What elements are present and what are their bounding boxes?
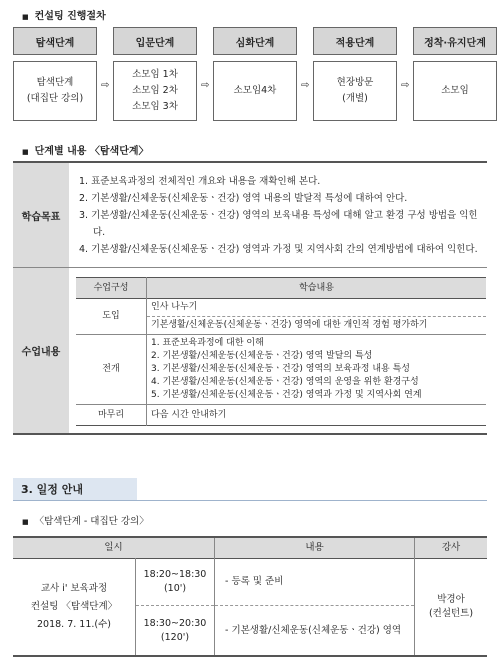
process-step-head: 심화단계 [213, 27, 297, 55]
date-line: 컨설팅 〈탐색단계〉 [30, 601, 118, 612]
intro-item: 기본생활/신체운동(신체운동ㆍ건강) 영역에 대한 개인적 경험 평가하기 [147, 317, 487, 335]
goal-label: 학습목표 [13, 162, 69, 268]
content-cell: - 등록 및 준비 [215, 559, 415, 606]
stage-table [13, 161, 487, 435]
schedule-date-cell [13, 559, 136, 657]
process-step-line: 소모임 3차 [132, 101, 178, 112]
process-step-body [413, 61, 497, 121]
process-step [213, 27, 297, 121]
dev-item: 3. 기본생활/신체운동(신체운동ㆍ건강) 영역의 보육과정 내용 특성 [151, 364, 410, 374]
process-step-body [113, 61, 197, 121]
process-step [13, 27, 97, 121]
right-arrow-icon: ⇨ [101, 80, 110, 91]
instructor-name: 박경아 [437, 594, 465, 605]
time-cell [136, 606, 215, 656]
close-item: 다음 시간 안내하기 [147, 405, 487, 426]
date-line: 교사 i' 보육과정 [40, 583, 108, 594]
dev-item: 2. 기본생활/신체운동(신체운동ㆍ건강) 영역 발달의 특성 [151, 351, 373, 361]
inner-head-content: 학습내용 [147, 278, 487, 299]
class-cell [69, 268, 487, 435]
time-range: 18:30~20:30 [143, 617, 207, 629]
square-bullet-icon: ■ [22, 13, 29, 21]
process-step [413, 27, 497, 121]
schedule-heading: 3. 일정 안내 [13, 478, 137, 500]
process-step-line: 소모임 2차 [132, 85, 178, 96]
time-range: 18:20~18:30 [143, 569, 207, 581]
process-step-head: 정착·유지단계 [413, 27, 497, 55]
process-step-line: 현장방문 [336, 77, 374, 88]
dev-item: 5. 기본생활/신체운동(신체운동ㆍ건강) 영역과 가정 및 지역사회 연계 [151, 390, 422, 400]
goal-item: 3. 기본생활/신체운동(신체운동ㆍ건강) 영역의 보육내용 특성에 대해 알고 환경 구성 방법을 익힌다. [79, 209, 478, 238]
class-label: 수업내용 [13, 268, 69, 435]
square-bullet-icon: ■ [22, 148, 29, 156]
process-step-line: 소모임 [441, 85, 469, 96]
process-step-head: 적용단계 [313, 27, 397, 55]
dev-item: 1. 표준보육과정에 대한 이해 [151, 338, 264, 348]
goal-item: 2. 기본생활/신체운동(신체운동ㆍ건강) 영역 내용의 발달적 특성에 대하여 안다. [79, 192, 408, 204]
right-arrow-icon: ⇨ [401, 80, 410, 91]
process-step-line: 소모임4차 [233, 85, 277, 96]
intro-item: 인사 나누기 [147, 299, 487, 317]
schedule-subtitle: ■ 〈탐색단계 - 대집단 강의〉 [22, 516, 149, 527]
right-arrow-icon: ⇨ [201, 80, 210, 91]
schedule-head-instructor: 강사 [415, 537, 488, 559]
content-cell: - 기본생활/신체운동(신체운동ㆍ건강) 영역 [215, 606, 415, 656]
date-line: 2018. 7. 11.(수) [37, 619, 111, 630]
consult-section-title: ■ 컨설팅 진행절차 [22, 11, 106, 22]
process-step-head: 입문단계 [113, 27, 197, 55]
process-step-line: 소모임 1차 [132, 69, 178, 80]
stages-section-title: ■ 단계별 내용 〈탐색단계〉 [22, 146, 149, 157]
goal-cell [69, 162, 487, 268]
heading-divider [13, 500, 487, 501]
process-step-head: 탐색단계 [13, 27, 97, 55]
instructor-role: (컨설턴트) [428, 608, 474, 619]
instructor-cell [415, 559, 488, 657]
process-step-line: (대집단 강의) [26, 93, 84, 104]
process-step-body [313, 61, 397, 121]
process-step [313, 27, 397, 121]
inner-head-structure: 수업구성 [93, 282, 129, 293]
process-step [113, 27, 197, 121]
process-step-line: (개별) [342, 93, 368, 104]
schedule-table [13, 536, 487, 657]
goal-list [73, 173, 483, 258]
schedule-head-date: 일시 [104, 542, 123, 553]
process-step-body [213, 61, 297, 121]
close-label: 마무리 [97, 409, 125, 420]
dev-cell [147, 335, 487, 405]
class-inner-table [76, 277, 486, 426]
schedule-head-content: 내용 [215, 537, 415, 559]
process-step-line: 탐색단계 [36, 77, 74, 88]
right-arrow-icon: ⇨ [301, 80, 310, 91]
duration: (10') [163, 583, 187, 595]
square-bullet-icon: ■ [22, 518, 29, 526]
intro-label: 도입 [76, 299, 147, 335]
duration: (120') [160, 631, 190, 643]
process-step-body [13, 61, 97, 121]
time-cell [136, 559, 215, 606]
goal-item: 4. 기본생활/신체운동(신체운동ㆍ건강) 영역과 가정 및 지역사회 간의 연계방법에 대하여 익힌다. [79, 243, 478, 255]
dev-item: 4. 기본생활/신체운동(신체운동ㆍ건강) 영역의 운영을 위한 환경구성 [151, 377, 419, 387]
goal-item: 1. 표준보육과정의 전체적인 개요와 내용을 재확인해 본다. [79, 175, 321, 187]
dev-label: 전개 [102, 364, 120, 374]
